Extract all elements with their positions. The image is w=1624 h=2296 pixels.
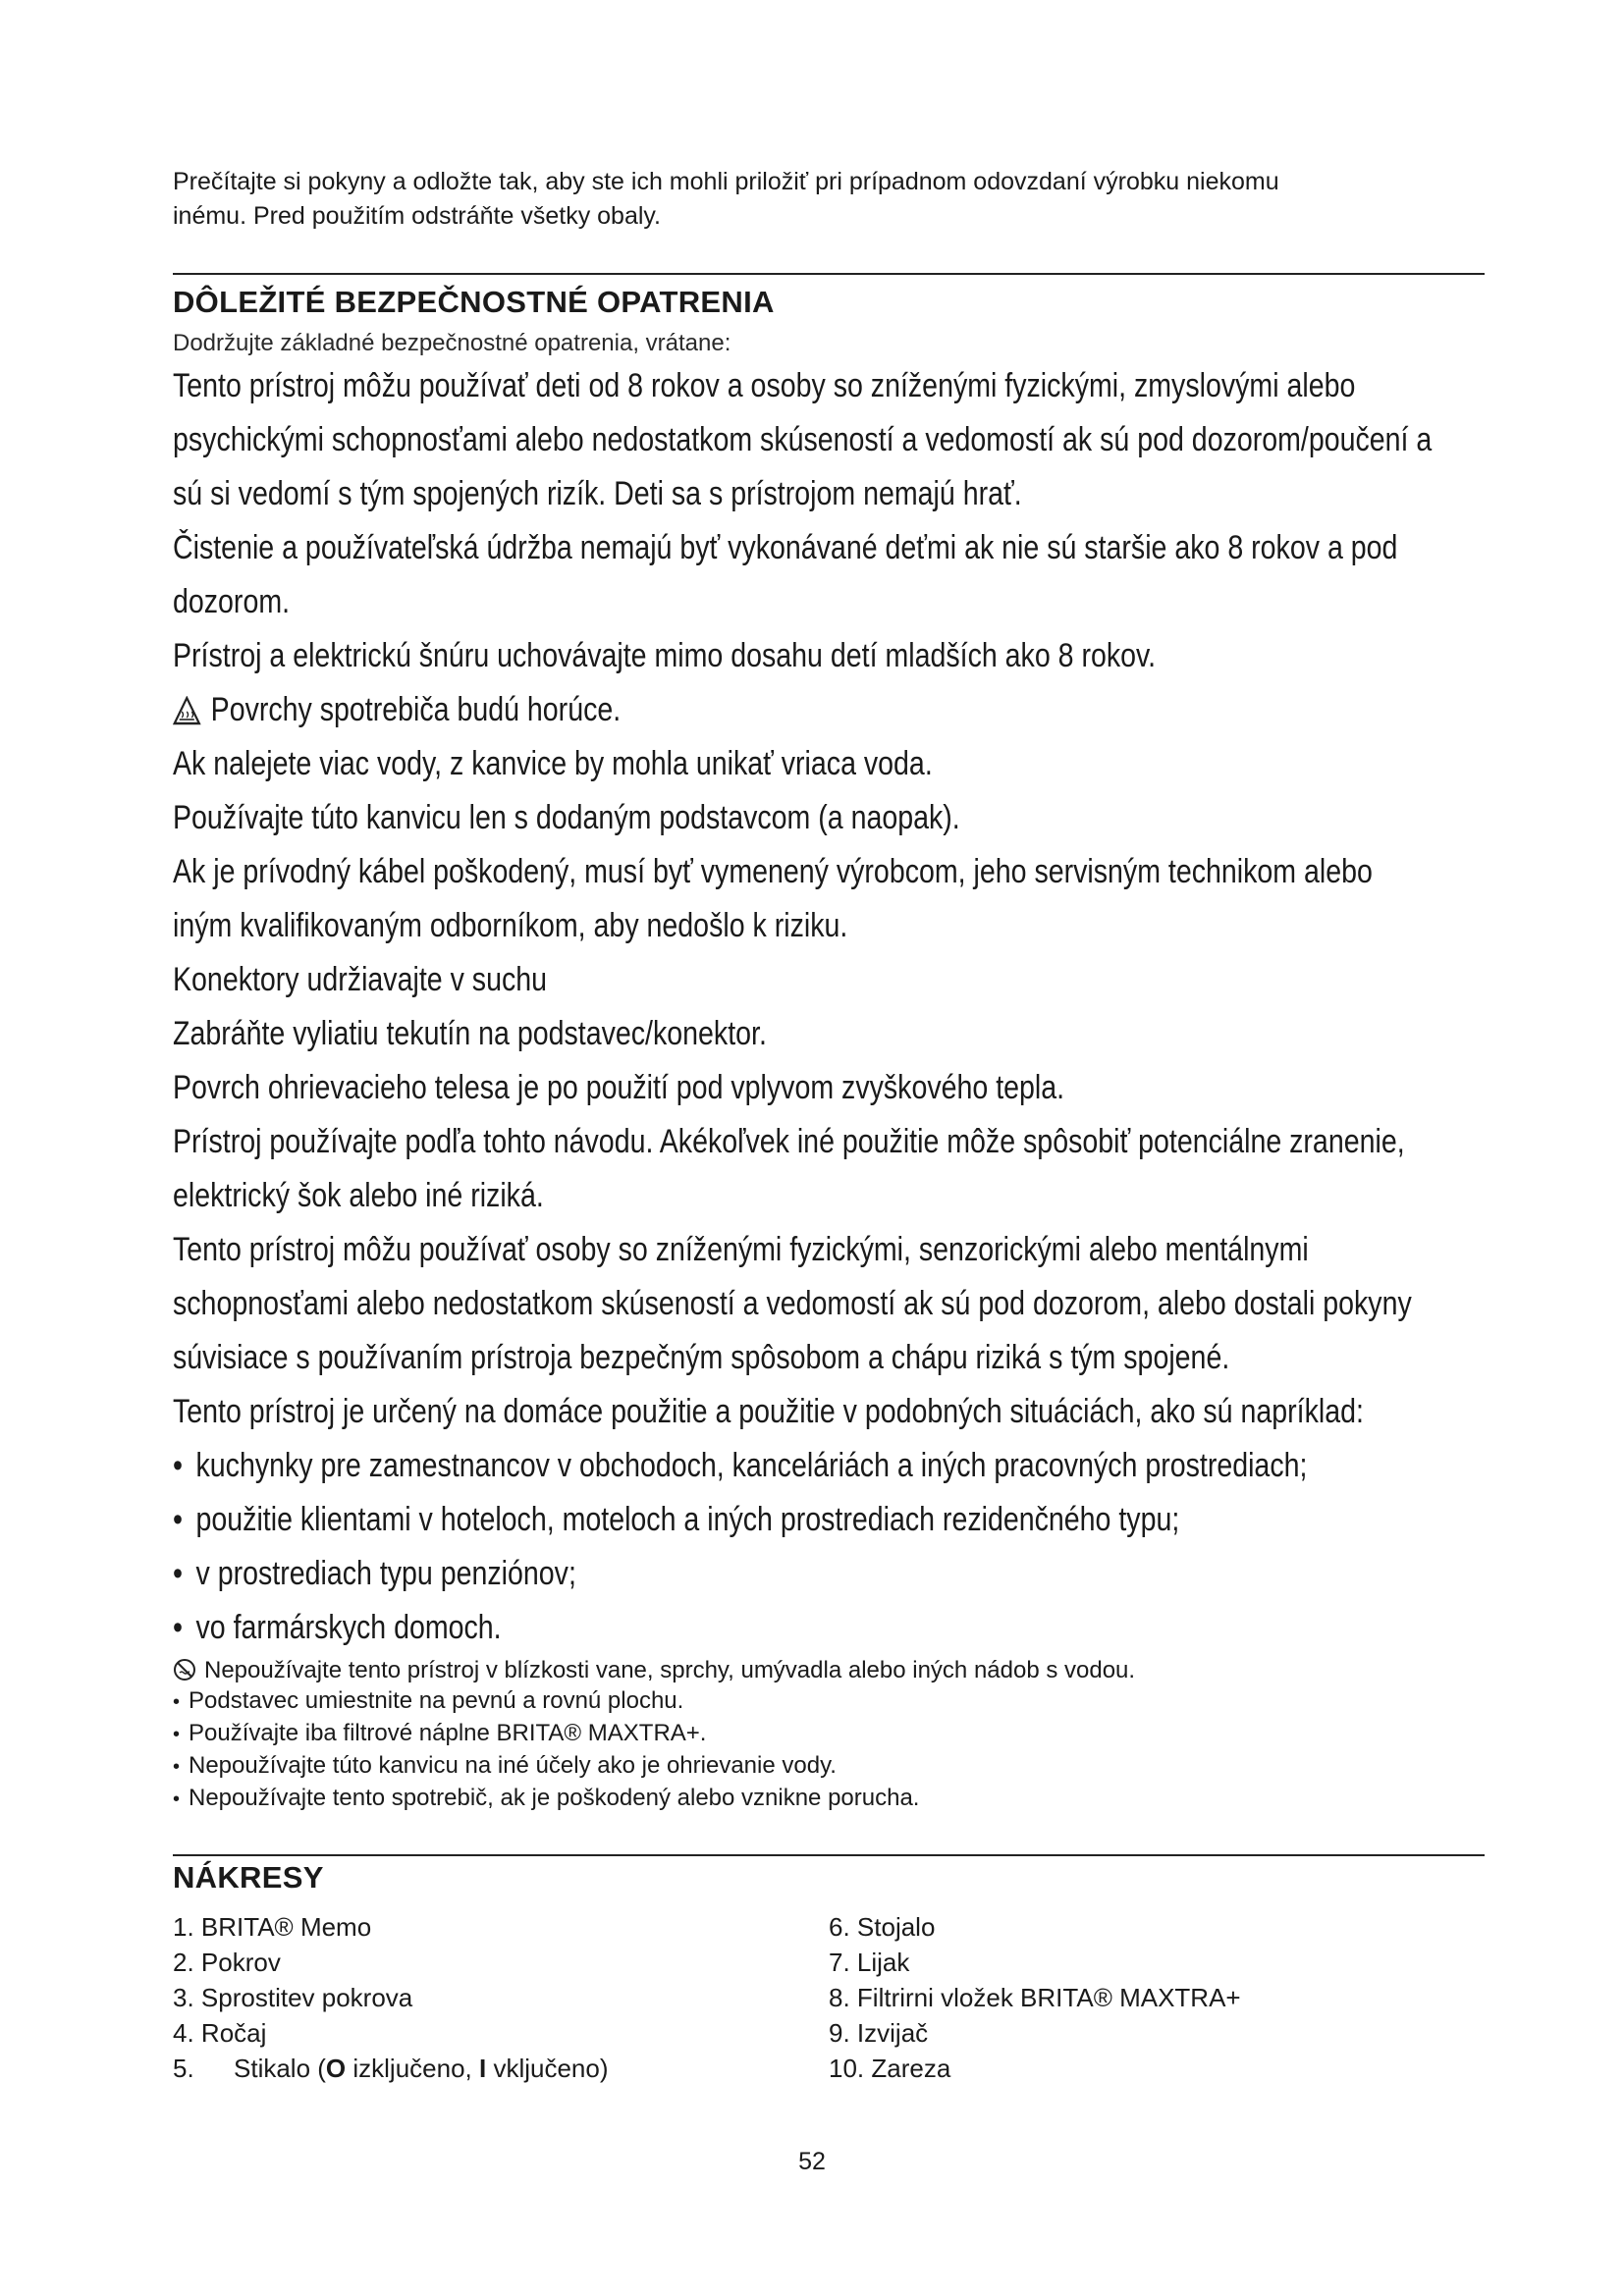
drawings-list	[173, 1909, 1485, 2086]
safety-line: Tento prístroj môžu používať osoby so zníženými fyzickými, senzorickými alebo mentálnymi	[173, 1231, 1309, 1268]
list-item: • Nepoužívajte tento spotrebič, ak je poškodený alebo vznikne porucha.	[173, 1783, 1485, 1815]
list-item: • kuchynky pre zamestnancov v obchodoch, kanceláriách a iných pracovných prostrediach;	[173, 1439, 1274, 1493]
safety-line: Konektory udržiavajte v suchu	[173, 961, 548, 998]
safety-text-block	[173, 359, 1485, 1655]
safety-line: Ak je prívodný kábel poškodený, musí byť vymenený výrobcom, jeho servisným technikom alebo	[173, 853, 1373, 890]
bullet-icon: •	[173, 1724, 181, 1745]
list-item: • použitie klientami v hoteloch, moteloch a iných prostrediach rezidenčného typu;	[173, 1493, 1274, 1547]
safety-line: dozorom.	[173, 583, 291, 620]
list-item: 5. Stikalo (O izključeno, I vključeno)	[173, 2054, 609, 2083]
safety-line: Tento prístroj môžu používať deti od 8 rokov a osoby so zníženými fyzickými, zmyslovými alebo	[173, 367, 1356, 404]
safety-line: sú si vedomí s tým spojených rizík. Deti sa s prístrojom nemajú hrať.	[173, 475, 1022, 512]
safety-line: iným kvalifikovaným odborníkom, aby nedošlo k riziku.	[173, 907, 848, 944]
list-item: 8. Filtrirni vložek BRITA® MAXTRA+	[829, 1983, 1241, 2012]
list-item: 6. Stojalo	[829, 1912, 936, 1942]
list-item: 4. Ročaj	[173, 2018, 267, 2048]
small-notes	[173, 1655, 1485, 1815]
bullet-icon: •	[173, 1555, 184, 1592]
list-item: • Podstavec umiestnite na pevnú a rovnú plochu.	[173, 1685, 1485, 1718]
bullet-icon: •	[173, 1447, 184, 1484]
safety-line: Čistenie a používateľská údržba nemajú byť vykonávané deťmi ak nie sú staršie ako 8 rokov a pod	[173, 529, 1398, 566]
safety-line: Prístroj a elektrickú šnúru uchovávajte mimo dosahu detí mladších ako 8 rokov.	[173, 637, 1157, 674]
page-content	[173, 165, 1485, 2086]
safety-line: elektrický šok alebo iné riziká.	[173, 1177, 544, 1214]
no-water-warning: Nepoužívajte tento prístroj v blízkosti vane, sprchy, umývadla alebo iných nádob s vodou.	[173, 1655, 1485, 1685]
safety-line: Povrch ohrievacieho telesa je po použití pod vplyvom zvyškového tepla.	[173, 1069, 1065, 1106]
list-item: 3. Sprostitev pokrova	[173, 1983, 413, 2012]
safety-heading: DÔLEŽITÉ BEZPEČNOSTNÉ OPATRENIA	[173, 285, 775, 319]
drawings-heading: NÁKRESY	[173, 1860, 324, 1895]
page-number: 52	[798, 2148, 826, 2175]
list-item: 1. BRITA® Memo	[173, 1912, 372, 1942]
section-divider	[173, 1854, 1485, 1856]
safety-line: Tento prístroj je určený na domáce použitie a použitie v podobných situáciách, ako sú napríklad:	[173, 1393, 1364, 1430]
no-water-icon	[173, 1658, 196, 1682]
list-item: 7. Lijak	[829, 1948, 910, 1977]
safety-subheading: Dodržujte základné bezpečnostné opatrenia, vrátane:	[173, 330, 731, 356]
bullet-icon: •	[173, 1609, 184, 1646]
list-item: 2. Pokrov	[173, 1948, 281, 1977]
list-item: • vo farmárskych domoch.	[173, 1601, 1274, 1655]
safety-line: Ak nalejete viac vody, z kanvice by mohla unikať vriaca voda.	[173, 745, 933, 782]
list-item: 10. Zareza	[829, 2054, 951, 2083]
safety-line: Prístroj používajte podľa tohto návodu. Akékoľvek iné použitie môže spôsobiť potenciálne zranenie,	[173, 1123, 1405, 1160]
bullet-icon: •	[173, 1691, 181, 1713]
list-item: • Nepoužívajte túto kanvicu na iné účely ako je ohrievanie vody.	[173, 1750, 1485, 1783]
hot-surface-icon	[173, 696, 201, 725]
safety-line: Zabráňte vyliatiu tekutín na podstavec/konektor.	[173, 1015, 767, 1052]
list-item: • v prostrediach typu penziónov;	[173, 1547, 1274, 1601]
hot-surface-warning	[173, 683, 1274, 737]
safety-line: súvisiace s používaním prístroja bezpečným spôsobom a chápu riziká s tým spojené.	[173, 1339, 1230, 1376]
list-item: • Používajte iba filtrové náplne BRITA® MAXTRA+.	[173, 1718, 1485, 1750]
intro-line-2: inému. Pred použitím odstráňte všetky obaly.	[173, 202, 661, 230]
intro-line-1: Prečítajte si pokyny a odložte tak, aby ste ich mohli priložiť pri prípadnom odovzdaní výrobku niekomu	[173, 168, 1279, 195]
section-divider	[173, 273, 1485, 275]
drawings-left-column	[173, 1909, 829, 2086]
bullet-icon: •	[173, 1756, 181, 1778]
list-item: 9. Izvijač	[829, 2018, 929, 2048]
safety-line: psychickými schopnosťami alebo nedostatkom skúseností a vedomostí ak sú pod dozorom/poučení a	[173, 421, 1433, 458]
safety-line: schopnosťami alebo nedostatkom skúseností a vedomostí ak sú pod dozorom, alebo dostali pokyny	[173, 1285, 1412, 1322]
safety-line: Používajte túto kanvicu len s dodaným podstavcom (a naopak).	[173, 799, 960, 836]
hot-surface-text: Povrchy spotrebiča budú horúce.	[210, 691, 622, 728]
drawings-right-column	[829, 1909, 1485, 2086]
bullet-icon: •	[173, 1789, 181, 1810]
bullet-icon: •	[173, 1501, 184, 1538]
